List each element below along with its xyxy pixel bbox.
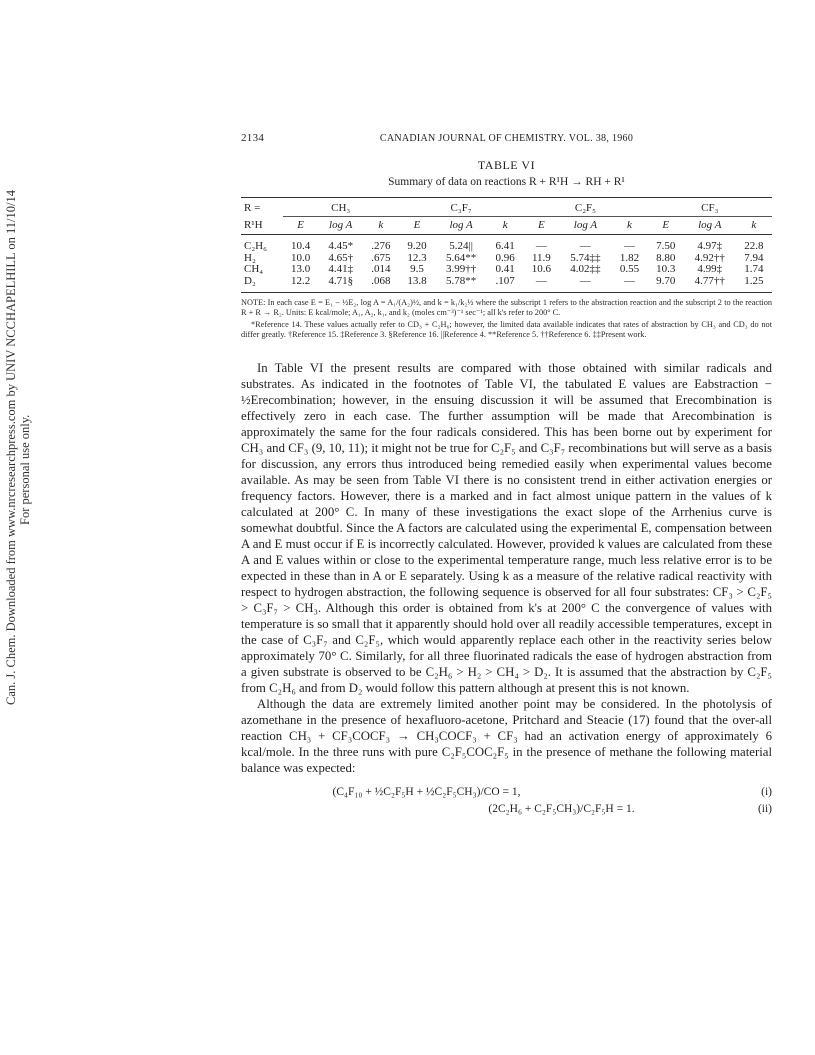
- equation-i: [241, 784, 772, 801]
- table-cell: .068: [363, 276, 399, 293]
- table-cell: —: [624, 240, 635, 252]
- table-cell: 4.65†: [328, 251, 354, 264]
- table-note-references: *Reference 14. These values actually refer to CD₃ + C₂H₆; however, the limited data available indicates that rates of abstraction by CH₃ and CD₃ do not differ greatly. †Reference 15. ‡Reference 3. §Reference 16. ||Reference 4. **Reference 5. ††Reference 6. ‡‡Present work.: [241, 320, 772, 339]
- table-row: [241, 276, 772, 293]
- table-cell: —: [535, 240, 547, 252]
- running-head: [241, 132, 772, 148]
- table-cell: 7.50: [656, 240, 676, 252]
- table-cell: 1.25: [736, 276, 772, 293]
- table-cell: —: [611, 276, 647, 293]
- table-cell: .276: [371, 240, 391, 252]
- subheader-loga: log A: [684, 217, 736, 235]
- journal-title: CANADIAN JOURNAL OF CHEMISTRY. VOL. 38, 1960: [379, 133, 634, 144]
- table-note-main: NOTE: In each case E = E₁ − ½E₂, log A = A₁/(A₂)½, and k = k₁/k₂½ where the subscript 1 refers to the abstraction reaction and the subscript 2 to the reaction R + R → R₂. Units: E kcal/mole; A₁, A₂, k₁, and k₂ (moles cm⁻³)⁻¹ sec⁻¹; all k's refer to 200° C.: [241, 298, 772, 317]
- table-cell: 0.41: [495, 263, 515, 275]
- table-cell: 10.6: [531, 263, 551, 275]
- group-header: CH₃: [283, 198, 399, 217]
- page-content: [241, 132, 772, 818]
- table-cell: 22.8: [744, 240, 764, 252]
- table-cell: 6.41: [495, 240, 515, 252]
- subheader-loga: log A: [435, 217, 487, 235]
- row-label: CH₄: [244, 263, 264, 275]
- table-cell: 9.5: [410, 263, 424, 275]
- table-cell: 5.78**: [435, 276, 487, 293]
- table-cell: 7.94: [744, 251, 764, 264]
- table-cell: 10.3: [656, 263, 676, 275]
- subheader-e: E: [399, 217, 435, 235]
- row-label: H₂: [244, 251, 256, 264]
- table-caption: Summary of data on reactions R + R¹H → RH + R¹: [388, 176, 625, 188]
- equation-i-expression: (C₄F₁₀ + ½C₂F₅H + ½C₂F₅CH₃)/CO = 1,: [332, 786, 521, 798]
- table-cell: 0.96: [495, 251, 515, 264]
- table-cell: 8.80: [656, 251, 676, 264]
- equation-ii-tag: (ii): [757, 803, 772, 815]
- row-label-header: R =: [241, 198, 283, 217]
- subheader-loga: log A: [319, 217, 363, 235]
- table-sub-header: [241, 217, 772, 235]
- table-cell: 13.8: [399, 276, 435, 293]
- table-cell: 9.20: [407, 240, 427, 252]
- equation-i-tag: (i): [761, 786, 772, 798]
- table-cell: 4.97‡: [697, 240, 723, 252]
- table-cell: 9.70: [648, 276, 684, 293]
- group-header: CF₃: [648, 198, 772, 217]
- table-cell: 5.64**: [445, 251, 477, 264]
- subheader-k: k: [736, 217, 772, 235]
- table-notes: [241, 298, 772, 340]
- equation-ii: [241, 801, 772, 818]
- subheader-e: E: [648, 217, 684, 235]
- subheader-k: k: [611, 217, 647, 235]
- group-header: C₃F₇: [399, 198, 523, 217]
- table-cell: .675: [371, 251, 391, 264]
- subheader-loga: log A: [559, 217, 611, 235]
- table-cell: 13.0: [290, 263, 311, 275]
- table-cell: 0.55: [619, 263, 640, 275]
- subheader-e: E: [523, 217, 559, 235]
- table-cell: 1.82: [619, 251, 640, 264]
- table-body: [241, 235, 772, 293]
- subheader-k: k: [363, 217, 399, 235]
- table-cell: —: [579, 240, 591, 252]
- watermark-line-2: For personal use only.: [18, 414, 32, 526]
- table-cell: .107: [487, 276, 523, 293]
- table-cell: 4.45*: [328, 240, 354, 252]
- table-cell: 5.74‡‡: [570, 251, 601, 264]
- table-row: [241, 264, 772, 276]
- table-cell: 4.77††: [684, 276, 736, 293]
- table-cell: 12.2: [283, 276, 319, 293]
- data-table: [241, 197, 772, 293]
- row-label: D₂: [241, 276, 283, 293]
- body-text: [241, 360, 772, 818]
- table-cell: 4.71§: [319, 276, 363, 293]
- table-cell: .014: [371, 263, 391, 275]
- row-label: C₂H₆: [244, 240, 267, 252]
- table-cell: —: [559, 276, 611, 293]
- column-label-header: R¹H: [241, 217, 283, 235]
- watermark-line-1: Can. J. Chem. Downloaded from www.nrcresearchpress.com by UNIV NCCHAPELHILL on 11/10/14: [4, 190, 18, 705]
- equation-ii-expression: (2C₂H₆ + C₂F₅CH₃)/C₂F₅H = 1.: [488, 803, 635, 815]
- paragraph-1: In Table VI the present results are compared with those obtained with similar radicals and substrates. As indicated in the footnotes of Table VI, the tabulated E values are Eabstraction − ½Erecombination; however, in the ensuing discussion it will be assumed that Erecombination is effectively zero in each case. The further assumption will be made that Arecombination is approximately the same for the four radicals considered. This has been borne out by experiment for CH₃ and CF₃ (9, 10, 11); it might not be true for C₂F₅ and C₃F₇ recombinations but will serve as a basis for discussion, any errors thus introduced being remedied easily when experimental values become available. As may be seen from Table VI there is no consistent trend in either activation energies or frequency factors. However, there is a marked and in fact almost unique pattern in the values of k calculated at 200° C. In many of these investigations the exact slope of the Arrhenius curve is somewhat doubtful. Since the A factors are calculated using the experimental E, compensation between A and E must occur if E is incorrectly calculated. However, provided k values are calculated from these A and E values within or close to the experimental temperature range, much less relative error is to be expected in these than in A or E separately. Using k as a measure of the relative radical reactivity with respect to hydrogen abstraction, the following sequence is observed for all four substrates: CF₃ > C₂F₅ > C₃F₇ > CH₃. Although this order is obtained from k's at 200° C the convergence of values with temperature is so small that it apparently should hold over all readily accessible temperatures, except in the case of C₃F₇ and C₂F₅, which would apparently replace each other in the reactivity series below approximately 70° C. Similarly, for all three fluorinated radicals the ease of hydrogen abstraction from a given substrate is observed to be C₂H₆ > H₂ > CH₄ > D₂. It is assumed that the abstraction by C₂F₅ from C₂H₆ and from D₂ would follow this pattern although at present this is not known.: [241, 361, 772, 695]
- table-cell: —: [523, 276, 559, 293]
- table-cell: 4.92††: [694, 251, 725, 264]
- table-group-header: [241, 198, 772, 217]
- table-title: TABLE VI: [477, 158, 536, 172]
- table-cell: 1.74: [744, 263, 764, 275]
- subheader-e: E: [283, 217, 319, 235]
- group-header: C₂F₅: [523, 198, 647, 217]
- table-row: [241, 235, 772, 253]
- table-cell: 4.41‡: [328, 263, 354, 275]
- table-cell: 10.4: [290, 240, 311, 252]
- download-watermark: [4, 190, 44, 705]
- table-cell: 10.0: [290, 251, 311, 264]
- paragraph-2: Although the data are extremely limited another point may be considered. In the photolysis of azomethane in the presence of hexafluoro-acetone, Pritchard and Steacie (17) found that the over-all reaction CH₃ + CF₃COCF₃ → CH₃COCF₃ + CF₃ had an activation energy of approximately 6 kcal/mole. In the three runs with pure C₂F₅COC₂F₅ in the presence of methane the following material balance was expected:: [241, 697, 772, 775]
- table-cell: 4.99‡: [697, 263, 723, 275]
- table-cell: 5.24||: [449, 240, 473, 252]
- table-cell: 4.02‡‡: [570, 263, 601, 275]
- page-number: 2134: [241, 132, 265, 144]
- table-cell: 11.9: [531, 251, 551, 264]
- subheader-k: k: [487, 217, 523, 235]
- table-cell: 3.99††: [445, 263, 477, 275]
- table-cell: 12.3: [407, 251, 427, 264]
